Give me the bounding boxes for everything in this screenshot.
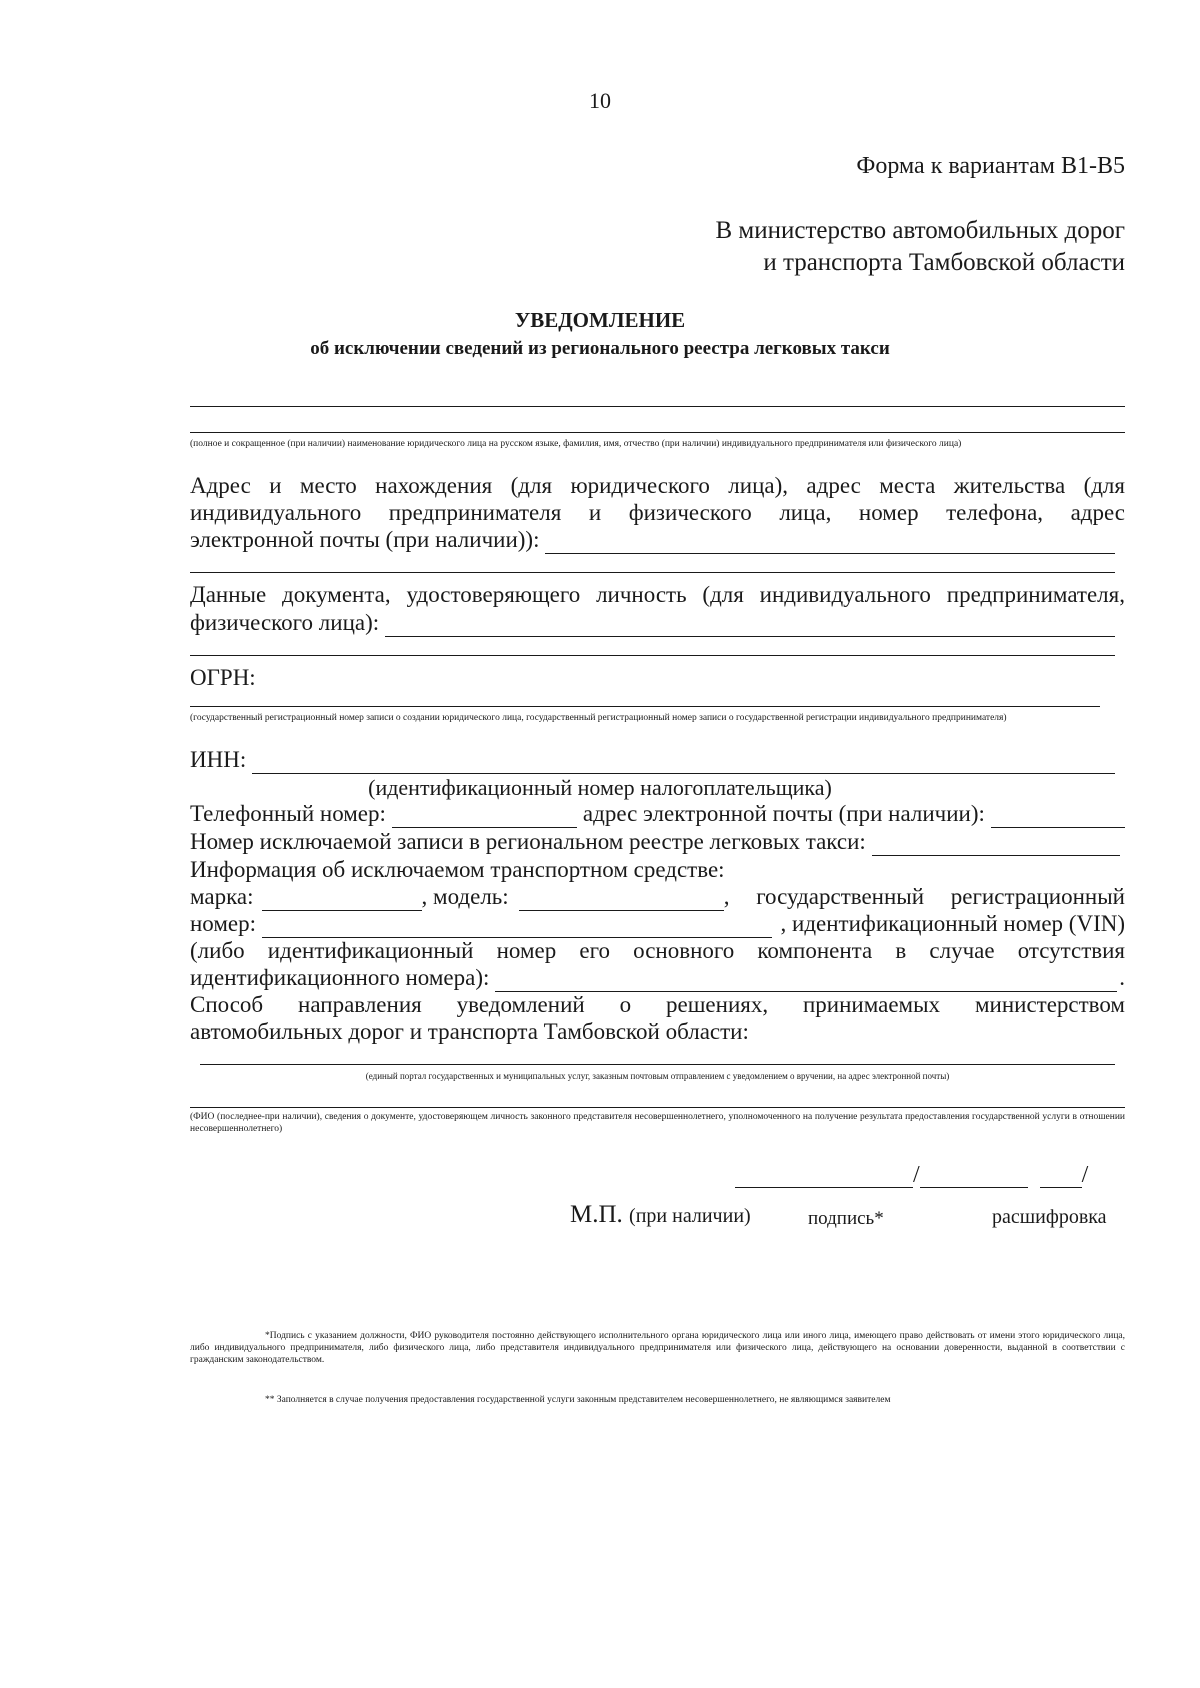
address-field-row [190,526,1115,554]
representative-caption: (ФИО (последнее-при наличии), сведения о документе, удостоверяющем личность законного представителя несовершеннолетнего, уполномоченного на получение результата предоставления государственной услуги в отношении несовершеннолетнего) [190,1112,1125,1134]
signature-slash-2: / [1081,1162,1089,1188]
identity-doc-row [190,609,1115,637]
phone-email-row [190,800,1125,828]
addressee-line-1: В министерство автомобильных дорог [715,217,1125,244]
stamp-note: (при наличии) [629,1205,751,1227]
name-field-line-1[interactable] [190,406,1125,407]
name-field-caption: (полное и сокращенное (при наличии) наименование юридического лица на русском языке, фамилия, имя, отчество (при наличии) индивидуального предпринимателя или физического лица) [190,439,962,449]
inn-field[interactable] [252,753,1115,774]
reg-number-label-b: номер: [190,911,257,936]
brand-model-row [190,883,1125,911]
document-title: УВЕДОМЛЕНИЕ [514,308,686,332]
sign-label: подпись* [808,1208,884,1229]
ogrn-label: ОГРН: [190,665,256,690]
stamp-label: М.П. [570,1201,623,1228]
ogrn-field[interactable] [190,706,1100,707]
inn-row [190,746,1115,774]
representative-field[interactable] [190,1107,1125,1108]
email-label: адрес электронной почты (при наличии): [582,801,985,826]
reg-vin-row [190,910,1125,938]
stamp-label-group [570,1200,751,1231]
record-number-row [190,828,1120,856]
addressee [716,215,1126,279]
document-subtitle: об исключении сведений из регионального реестра легковых такси [310,338,890,359]
identity-doc-line-1: Данные документа, удостоверяющего личность (для индивидуального предпринимателя, [190,582,1125,607]
brand-field[interactable] [262,892,422,911]
phone-label: Телефонный номер: [190,801,386,826]
vin-alt-line-1: (либо идентификационный номер его основного компонента в случае отсутствия [190,938,1125,963]
inn-label: ИНН: [190,747,247,772]
identity-doc-field[interactable] [385,616,1115,637]
signature-decode-field[interactable] [920,1169,1028,1188]
signature-lines [735,1162,1088,1188]
footnote-1: *Подпись с указанием должности, ФИО руководителя постоянно действующего исполнительного органа юридического лица или иного лица, имеющего право действовать от имени этого юридического лица, либо индивидуального предпринимателя, либо физического лица, либо представителя индивидуального предпринимателя или физического лица, действующего на основании доверенности, выданной в соответствии с гражданским законодательством. [190,1331,1125,1365]
vin-alt-end: . [1119,965,1125,990]
phone-field[interactable] [392,809,577,828]
vin-field[interactable] [495,971,1117,992]
address-text-line-3: электронной почты (при наличии)): [190,527,540,552]
notify-method-caption: (единый портал государственных и муниципальных услуг, заказным почтовым отправлением с уведомлением о вручении, на адрес электронной почты) [365,1071,950,1081]
vin-alt-row [190,964,1125,992]
vin-label: , идентификационный номер (VIN) [780,911,1125,936]
model-field[interactable] [519,892,724,911]
reg-number-field[interactable] [262,919,772,938]
notify-method-field[interactable] [200,1064,1115,1065]
email-field[interactable] [991,807,1125,828]
vehicle-info-label: Информация об исключаемом транспортном средстве: [190,857,725,882]
address-field[interactable] [545,533,1115,554]
page-number: 10 [589,88,611,113]
signature-field[interactable] [735,1169,913,1188]
inn-caption: (идентификационный номер налогоплательщика) [368,775,832,800]
addressee-line-2: и транспорта Тамбовской области [763,249,1125,276]
address-text-line-2: индивидуального предпринимателя и физического лица, номер телефона, адрес [190,500,1125,525]
ogrn-caption: (государственный регистрационный номер записи о создании юридического лица, государственный регистрационный номер записи о государственной регистрации индивидуального предпринимателя) [190,713,1007,723]
record-number-field[interactable] [872,835,1120,856]
record-number-label: Номер исключаемой записи в региональном реестре легковых такси: [190,829,866,854]
vin-alt-line-2: идентификационного номера): [190,965,490,990]
form-label: Форма к вариантам В1-В5 [856,153,1125,179]
name-field-line-2[interactable] [190,432,1125,433]
notify-method-line-1: Способ направления уведомлений о решениях, принимаемых министерством [190,992,1125,1017]
identity-doc-field-line-2[interactable] [190,655,1115,656]
address-text-line-1: Адрес и место нахождения (для юридического лица), адрес места жительства (для [190,473,1125,498]
signature-slash-1: / [913,1162,920,1188]
address-field-line-2[interactable] [190,572,1115,573]
reg-number-label-a: , государственный регистрационный [723,884,1125,909]
signature-extra-field[interactable] [1040,1169,1082,1188]
brand-label: марка: [190,884,254,909]
decode-label: расшифровка [992,1206,1107,1228]
footnote-2: ** Заполняется в случае получения предоставления государственной услуги законным представителем несовершеннолетнего, не являющимся заявителем [265,1395,891,1405]
notify-method-line-2: автомобильных дорог и транспорта Тамбовской области: [190,1019,749,1044]
identity-doc-line-2: физического лица): [190,610,380,635]
model-label: , модель: [421,884,509,909]
